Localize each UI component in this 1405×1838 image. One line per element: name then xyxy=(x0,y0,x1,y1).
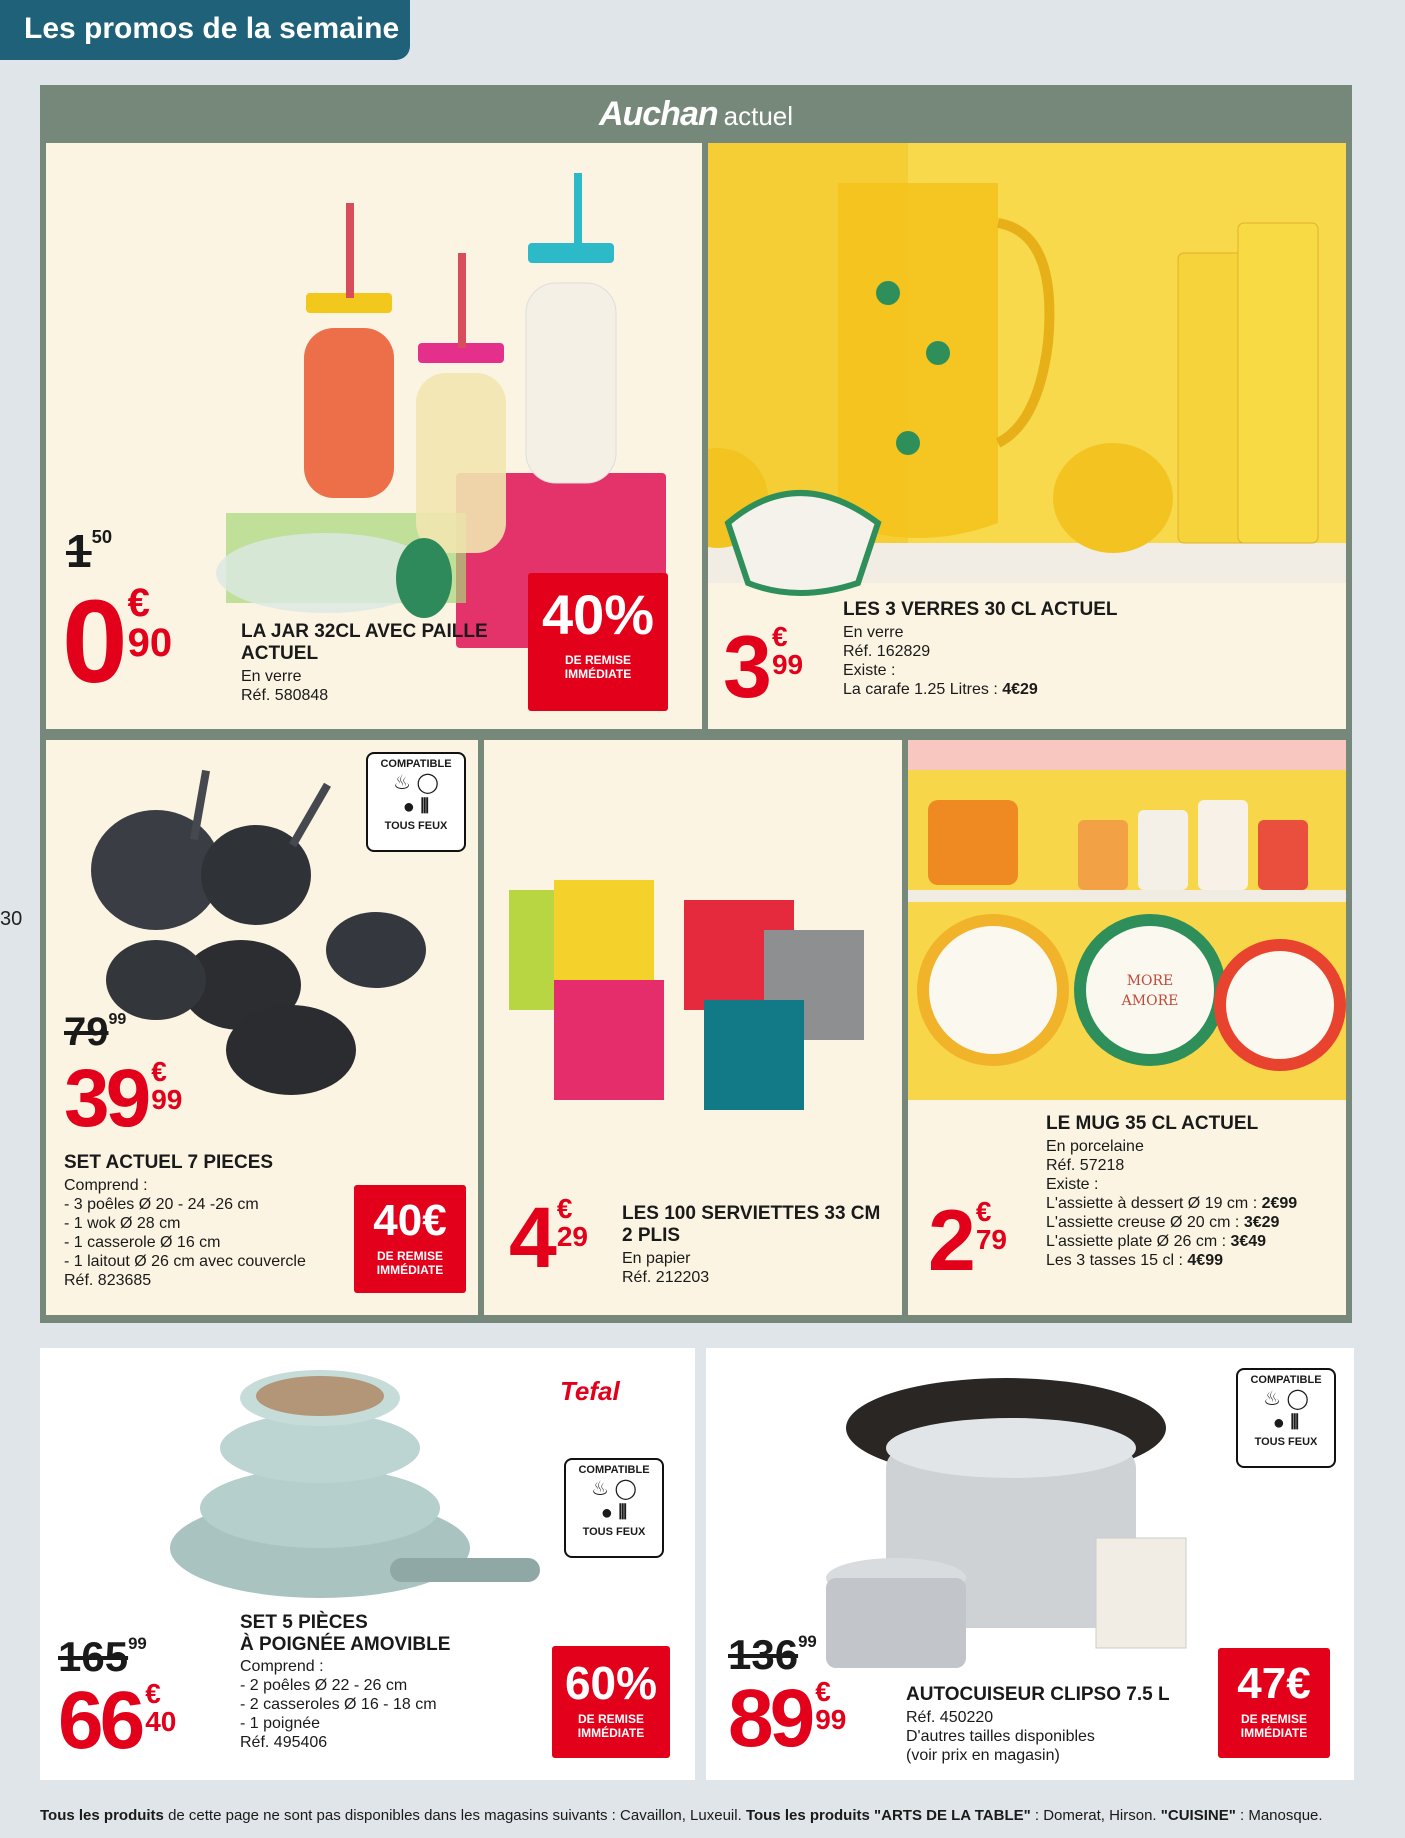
product-card-serviettes[interactable] xyxy=(484,740,902,1315)
auchan-logo: Auchan xyxy=(598,95,718,133)
page-banner xyxy=(0,0,410,60)
jar-desc: En verre Réf. 580848 xyxy=(241,668,329,704)
set5-old-price: 16599 xyxy=(58,1633,147,1680)
mug-desc: En porcelaine Réf. 57218 Existe : L'assiette à dessert Ø 19 cm : 2€99 L'assiette creuse Ø 20 cm : 3€29 L'assiette plate Ø 26 cm : 3€49 Les 3 tasses 15 cl : 4€99 xyxy=(1046,1138,1298,1269)
product-card-clipso[interactable] xyxy=(706,1348,1354,1780)
clipso-price: 89 € 99 xyxy=(728,1673,847,1764)
set7-remise-badge: 40€ DE REMISE IMMÉDIATE xyxy=(354,1185,466,1293)
jar-old-price: 150 xyxy=(66,525,113,577)
mug-title: LE MUG 35 CL ACTUEL xyxy=(1046,1113,1259,1134)
set7-desc: Comprend : - 3 poêles Ø 20 - 24 -26 cm - 1 wok Ø 28 cm - 1 casserole Ø 16 cm - 1 laitout Ø 26 cm avec couvercle Réf. 823685 xyxy=(64,1177,306,1289)
actuel-header xyxy=(40,85,1352,141)
set5-remise-badge: 60% DE REMISE IMMÉDIATE xyxy=(552,1646,670,1758)
product-card-mug[interactable] xyxy=(908,740,1346,1315)
clipso-title: AUTOCUISEUR CLIPSO 7.5 L xyxy=(906,1684,1170,1705)
tefal-logo: Tefal xyxy=(560,1376,620,1406)
verres-desc: En verre Réf. 162829 Existe : La carafe 1.25 Litres : 4€29 xyxy=(843,624,1038,698)
product-card-verres[interactable] xyxy=(708,143,1346,729)
page-number: 30 xyxy=(0,908,23,930)
jar-remise-badge: 40% DE REMISE IMMÉDIATE xyxy=(528,573,668,711)
actuel-section xyxy=(40,85,1352,1323)
banner-title: Les promos de la semaine xyxy=(24,12,400,45)
set5-price: 66 € 40 xyxy=(58,1675,177,1766)
jar-price: 0 € 90 xyxy=(62,576,173,708)
footer-note: Tous les produits de cette page ne sont pas disponibles dans les magasins suivants : Cavaillon, Luxeuil. Tous les produits "ARTS DE LA TABLE" : Domerat, Hirson. "CUISINE" : Manosque. xyxy=(40,1807,1323,1824)
set7-compat-badge: COMPATIBLE ♨ ◯ ● ⦀ TOUS FEUX xyxy=(366,752,466,852)
product-card-set7[interactable] xyxy=(46,740,478,1315)
jar-title: LA JAR 32CL AVEC PAILLE ACTUEL xyxy=(241,621,488,664)
verres-price: 3 € 99 xyxy=(723,617,804,716)
set7-old-price: 7999 xyxy=(64,1010,127,1054)
set7-price: 39 € 99 xyxy=(64,1053,183,1144)
clipso-desc: Réf. 450220 D'autres tailles disponibles (voir prix en magasin) xyxy=(906,1709,1095,1764)
serviettes-price: 4 € 29 xyxy=(509,1190,588,1286)
verres-title: LES 3 VERRES 30 CL ACTUEL xyxy=(843,599,1118,620)
clipso-remise-badge: 47€ DE REMISE IMMÉDIATE xyxy=(1218,1648,1330,1758)
plate-text-amore: AMORE xyxy=(1121,993,1179,1009)
serviettes-desc: En papier Réf. 212203 xyxy=(622,1250,710,1286)
mug-price: 2 € 79 xyxy=(928,1193,1007,1289)
product-card-set5[interactable] xyxy=(40,1348,695,1780)
set5-compat-badge: COMPATIBLE ♨ ◯ ● ⦀ TOUS FEUX xyxy=(564,1458,664,1558)
actuel-label: actuel xyxy=(723,101,794,131)
clipso-old-price: 13699 xyxy=(728,1631,817,1678)
set5-title: SET 5 PIÈCES À POIGNÉE AMOVIBLE xyxy=(240,1612,451,1655)
plate-text-more: MORE xyxy=(1126,973,1174,989)
set5-desc: Comprend : - 2 poêles Ø 22 - 26 cm - 2 casseroles Ø 16 - 18 cm - 1 poignée Réf. 495406 xyxy=(240,1658,437,1751)
clipso-compat-badge: COMPATIBLE ♨ ◯ ● ⦀ TOUS FEUX xyxy=(1236,1368,1336,1468)
serviettes-title: LES 100 SERVIETTES 33 CM 2 PLIS xyxy=(622,1203,881,1246)
set7-title: SET ACTUEL 7 PIECES xyxy=(64,1152,274,1173)
product-card-jar[interactable] xyxy=(46,143,702,729)
